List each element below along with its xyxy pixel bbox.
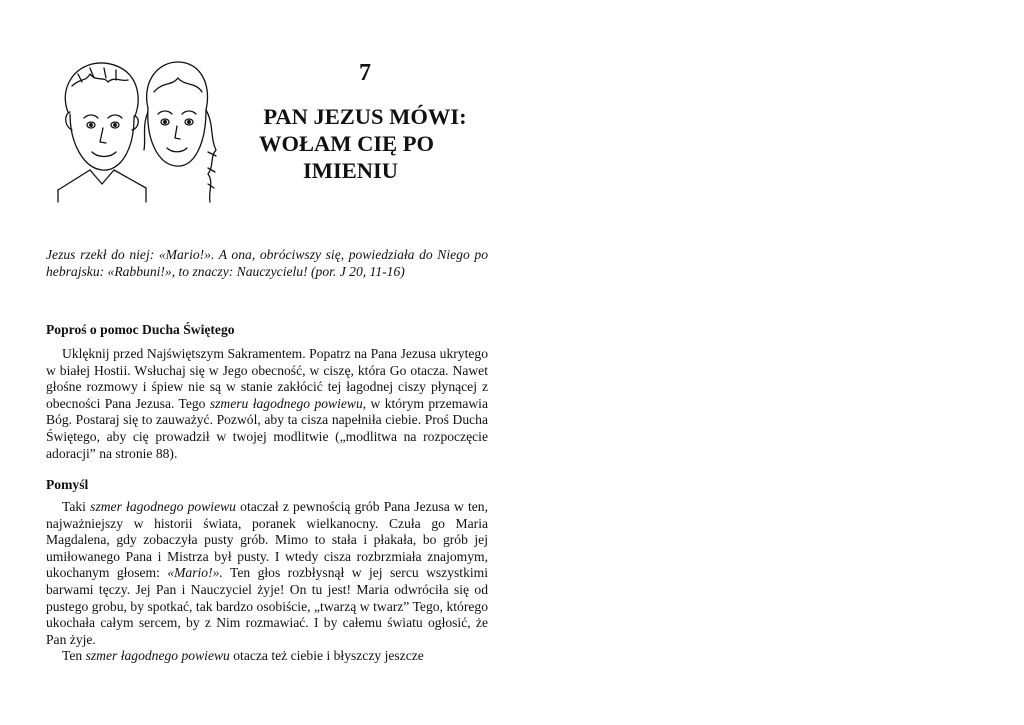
section-heading-think: Pomyśl — [46, 477, 89, 492]
section-heading-holy-spirit: Poproś o pomoc Ducha Świętego — [46, 322, 235, 337]
paragraph: Ten szmer łagodnego powiewu otacza też ciebie i błyszczy jeszcze — [62, 648, 424, 664]
section-text-holy-spirit — [46, 346, 488, 462]
paragraph: Uklęknij przed Najświętszym Sakramentem. Popatrz na Pana Jezusa ukrytego w białej Hostii. Wsłuchaj się w Jego obecność, w ciszę, która Go otacza. Nawet głośne rozmowy i śpiew nie są w stanie zakłócić tej łagodnej ciszy płynącej z obecności Pana Jezusa. Tego szmeru łagodnego powiewu, w którym przemawia Bóg. Postaraj się to zauważyć. Pozwól, aby ta cisza napełniła ciebie. Proś Ducha Świętego, aby cię prowadził w twojej modlitwie („modlitwa na rozpoczęcie adoracji” na stronie 88). — [46, 346, 488, 461]
chapter-title-line2: WOŁAM CIĘ PO — [259, 131, 435, 156]
chapter-title-line1: PAN JEZUS MÓWI: — [263, 104, 467, 129]
section-text-think — [46, 499, 488, 665]
chapter-title — [245, 103, 485, 184]
scripture-quote: Jezus rzekł do niej: «Mario!». A ona, obróciwszy się, powiedziała do Niego po hebrajsku: «Rabbuni!», to znaczy: Nauczycielu! (por. J 20, 11-16) — [46, 247, 488, 279]
chapter-title-line3: IMIENIU — [303, 158, 399, 183]
children-illustration — [50, 52, 220, 207]
paragraph: Taki szmer łagodnego powiewu otaczał z pewnością grób Pana Jezusa w ten, najważniejszy w historii świata, poranek wielkanocny. Czuła go Maria Magdalena, gdy zobaczyła pusty grób. Mimo to stała i płakała, bo grób jej umiłowanego Pana i Mistrza był pusty. I wtedy cisza rozbrzmiała znajomym, ukochanym głosem: «Mario!». Ten głos rozbłysnął w jej sercu wszystkimi barwami tęczy. Jej Pan i Nauczyciel żyje! On tu jest! Maria odwróciła się od pustego grobu, by spotkać, tak bardzo osobiście, „twarzą w twarz” Tego, którego ukochała całym sercem, by z Nim rozmawiać. I by całemu światu ogłosić, że Pan żyje. — [46, 499, 489, 647]
chapter-number: 7 — [359, 60, 371, 86]
right-page — [512, 0, 1024, 725]
